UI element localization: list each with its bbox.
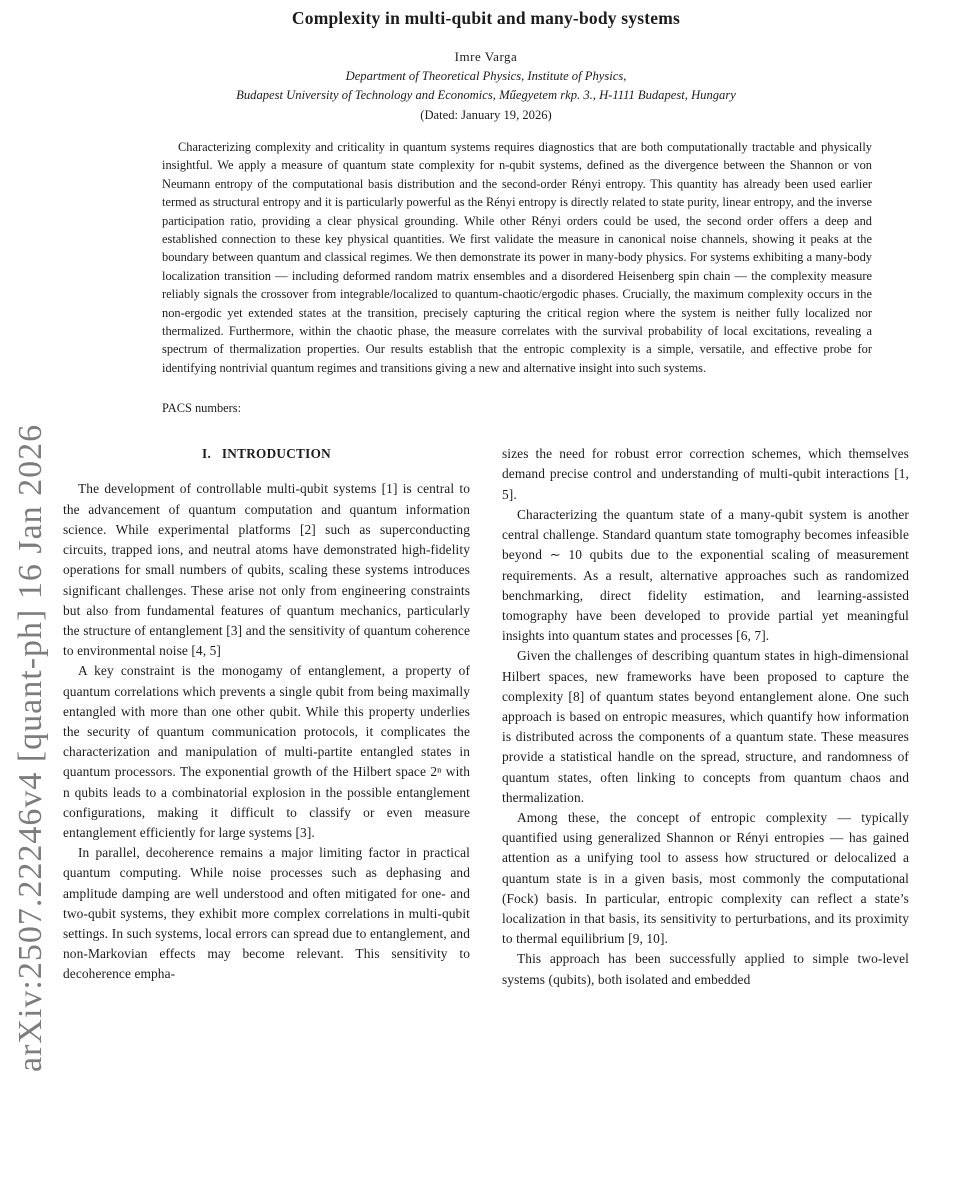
- body-paragraph: This approach has been successfully applied to simple two-level systems (qubits), both isolated and embedded: [502, 951, 909, 987]
- section-heading-introduction: I. INTRODUCTION: [202, 446, 331, 462]
- two-column-body: [63, 444, 909, 989]
- body-paragraph: Characterizing the quantum state of a many-qubit system is another central challenge. Standard quantum state tomography becomes infeasible beyond ∼ 10 qubits due to the exponential scaling of measurement requirements. As a result, alternative approaches such as randomized benchmarking, direct fidelity estimation, and learning-assisted tomography have been developed to provide partial yet meaningful insights into quantum states and processes [6, 7].: [502, 506, 909, 644]
- abstract-text: Characterizing complexity and criticality in quantum systems requires diagnostics that are both computationally tractable and physically insightful. We apply a measure of quantum state complexity for n-qubit systems, defined as the divergence between the Shannon or von Neumann entropy of the computational basis distribution and the second-order Rényi entropy. This quantity has already been used earlier termed as structural entropy and it is particularly powerful as the Rényi entropy is directly related to state purity, linear entropy, and the inverse participation ratio, providing a clear physical grounding. While other Rényi orders could be used, the second order offers a deep and established connection to these key physical quantities. We first validate the measure in canonical noise channels, showing it peaks at the boundary between quantum and classical regimes. We then demonstrate its power in many-body physics. For systems exhibiting a many-body localization transition — including deformed random matrix ensembles and a disordered Heisenberg spin chain — the complexity measure reliably signals the crossover from integrable/localized to quantum-chaotic/ergodic phases. Crucially, the maximum complexity occurs in the non-ergodic yet extended states at the transition, precisely capturing the critical region where the system is neither fully localized nor thermalized. Furthermore, within the chaotic phase, the measure correlates with the survival probability of local excitations, revealing a spectrum of thermalization properties. Our results establish that the entropic complexity is a simple, versatile, and effective probe for identifying nontrivial quantum regimes and transitions giving a new and alternative insight into such systems.: [162, 140, 872, 375]
- body-paragraph: sizes the need for robust error correction schemes, which themselves demand precise control and understanding of multi-qubit interactions [1, 5].: [502, 446, 909, 502]
- body-paragraph: A key constraint is the monogamy of entanglement, a property of quantum correlations which prevents a single qubit from being maximally entangled with more than one other qubit. While this property underlies the security of quantum communication protocols, it complicates the characterization and manipulation of multi-partite entangled states in quantum processors. The exponential growth of the Hilbert space 2ⁿ with n qubits leads to a combinatorial explosion in the possible entanglement configurations, making it difficult to classify or even measure entanglement efficiently for large systems [3].: [63, 663, 470, 840]
- paper-header: [0, 0, 972, 123]
- date-line: (Dated: January 19, 2026): [420, 108, 552, 122]
- author-name: Imre Varga: [454, 49, 518, 64]
- pacs-numbers: PACS numbers:: [162, 401, 242, 416]
- body-paragraph: In parallel, decoherence remains a major limiting factor in practical quantum computing. While noise processes such as dephasing and amplitude damping are well understood and often mitigated for one- and two-qubit systems, they exhibit more complex correlations in multi-qubit settings. In such systems, local errors can spread due to entanglement, and non-Markovian effects may become relevant. This sensitivity to decoherence empha-: [63, 845, 470, 982]
- body-paragraph: Among these, the concept of entropic complexity — typically quantified using generalized Shannon or Rényi entropies — has gained attention as a unifying tool to assess how structured or delocalized a quantum state is in a given basis, most commonly the computational (Fock) basis. In particular, entropic complexity can reflect a state’s localization in that basis, its sensitivity to perturbations, and its proximity to thermal equilibrium [9, 10].: [502, 809, 909, 947]
- body-paragraph: The development of controllable multi-qubit systems [1] is central to the advancement of quantum computation and quantum information science. While experimental platforms [2] such as superconducting circuits, trapped ions, and neutral atoms have demonstrated high-fidelity operations for small numbers of qubits, scaling these systems introduces significant challenges. These arise not only from engineering constraints but also from fundamental features of quantum mechanics, particularly the structure of entanglement [3] and the sensitivity of quantum coherence to environmental noise [4, 5]: [63, 481, 470, 659]
- body-paragraph: Given the challenges of describing quantum states in high-dimensional Hilbert spaces, new frameworks have been proposed to capture the complexity [8] of quantum states beyond entanglement alone. One such approach is based on entropic measures, which quantify how information is distributed across the components of a quantum state. These measures provide a statistical handle on the spread, structure, and randomness of quantum states, often linking to concepts from quantum chaos and thermalization.: [502, 648, 909, 805]
- right-column: [502, 444, 909, 989]
- arxiv-watermark: arXiv:2507.22246v4 [quant-ph] 16 Jan 2026: [12, 423, 49, 1072]
- affiliation-line-1: Department of Theoretical Physics, Institute of Physics,: [345, 69, 627, 83]
- affiliation-line-2: Budapest University of Technology and Economics, Műegyetem rkp. 3., H-1111 Budapest, Hungary: [236, 88, 736, 102]
- paper-title: Complexity in multi-qubit and many-body systems: [291, 8, 681, 28]
- abstract-block: [162, 138, 872, 377]
- left-column: [63, 444, 470, 989]
